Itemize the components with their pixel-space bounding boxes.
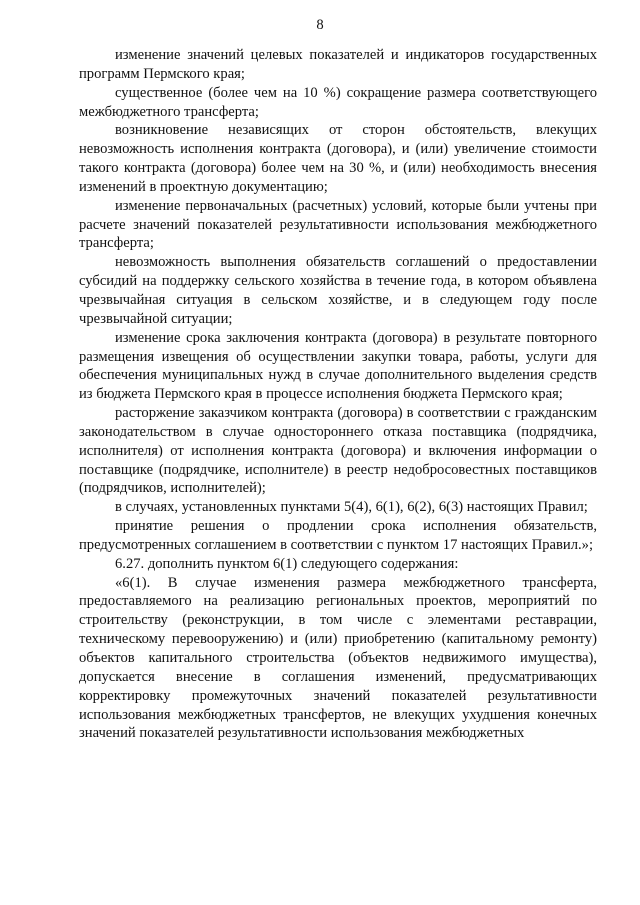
paragraph: 6.27. дополнить пунктом 6(1) следующего содержания: — [115, 555, 459, 572]
document-body — [79, 46, 597, 743]
paragraph: изменение значений целевых показателей и индикаторов государственных программ Пермского края; — [79, 47, 597, 82]
paragraph: невозможность выполнения обязательств соглашений о предоставлении субсидий на поддержку сельского хозяйства в течение года, в котором объявлена чрезвычайная ситуация в сельском хозяйстве, и в следующем году после чрезвычайной ситуации; — [79, 254, 597, 327]
paragraph: изменение срока заключения контракта (договора) в результате повторного размещения извещения об осуществлении закупки товара, работы, услуги для обеспечения муниципальных нужд в случае дополнительного выделения средств из бюджета Пермского края в процессе исполнения бюджета Пермского края; — [79, 329, 597, 403]
paragraph: расторжение заказчиком контракта (договора) в соответствии с гражданским законодательством в случае одностороннего отказа поставщика (подрядчика, исполнителя) от исполнения контракта (договора) и включения информации о поставщике (подрядчике, исполнителе) в реестр недобросовестных поставщиков (подрядчиков, исполнителей); — [79, 405, 597, 497]
paragraph: принятие решения о продлении срока исполнения обязательств, предусмотренных соглашением в соответствии с пунктом 17 настоящих Правил.»; — [79, 518, 597, 553]
paragraph: изменение первоначальных (расчетных) условий, которые были учтены при расчете значений показателей результативности использования межбюджетного трансферта; — [79, 197, 597, 252]
page-number: 8 — [316, 17, 324, 33]
paragraph: «6(1). В случае изменения размера межбюджетного трансферта, предоставляемого на реализацию региональных проектов, мероприятий по строительству (реконструкции, в том числе с элементами реставрации, техническому перевооружению) и (или) приобретению (капитальному ремонту) объектов капитального строительства (объектов недвижимого имущества), допускается внесение в соглашения изменений, предусматривающих корректировку промежуточных значений показателей результативности использования межбюджетных трансфертов, не влекущих ухудшения конечных значений показателей результативности использования межбюджетных — [79, 574, 597, 742]
paragraph: возникновение независящих от сторон обстоятельств, влекущих невозможность исполнения контракта (договора), и (или) увеличение стоимости такого контракта (договора) более чем на 30 %, и (или) необходимость внесения изменений в проектную документацию; — [79, 122, 597, 195]
paragraph: в случаях, установленных пунктами 5(4), 6(1), 6(2), 6(3) настоящих Правил; — [115, 499, 588, 516]
paragraph: существенное (более чем на 10 %) сокращение размера соответствующего межбюджетного трансферта; — [79, 84, 597, 120]
